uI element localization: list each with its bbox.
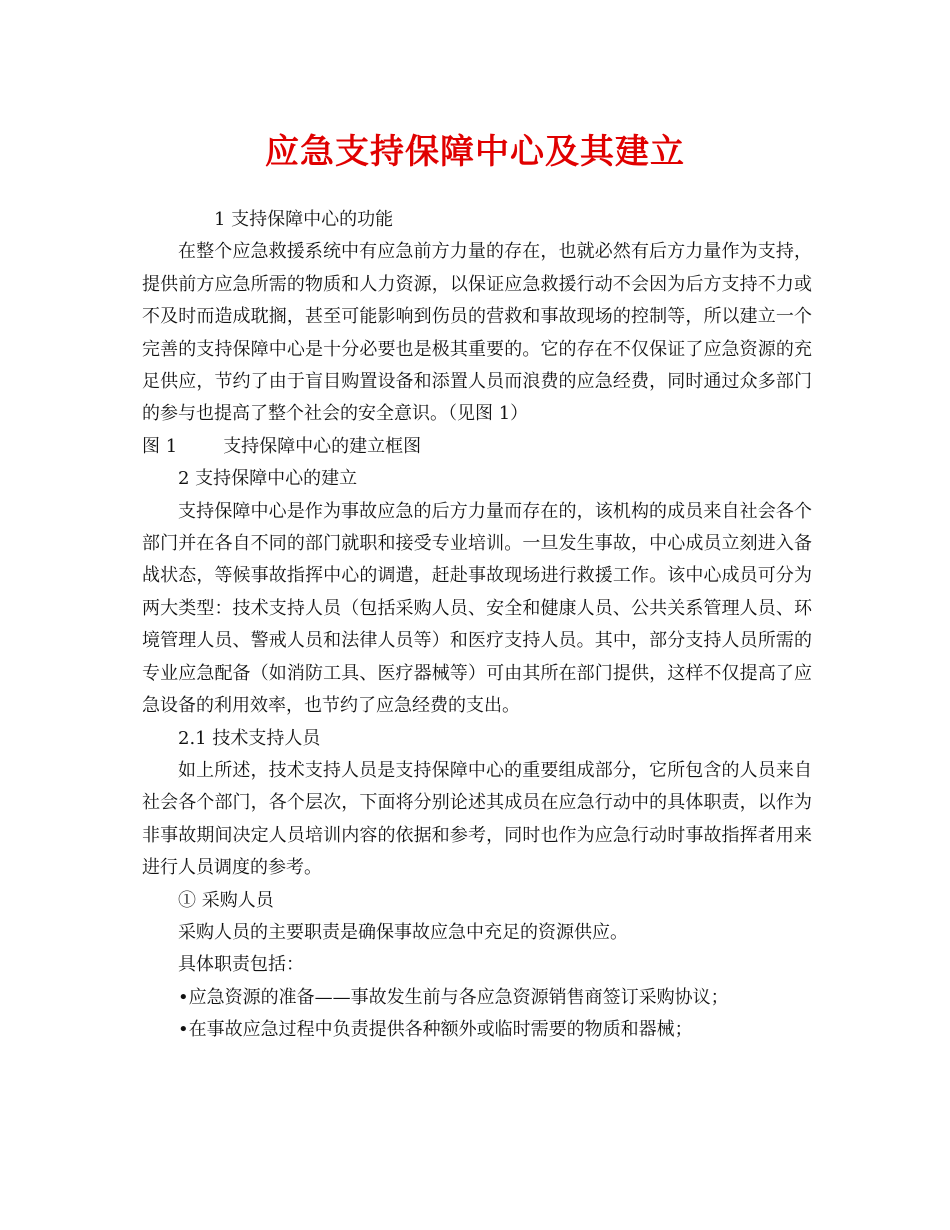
document-title: 应急支持保障中心及其建立 — [265, 132, 685, 172]
item-1-description: 采购人员的主要职责是确保事故应急中充足的资源供应。 — [178, 921, 628, 943]
figure-label: 图 1 — [142, 435, 178, 457]
section-2-1-heading: 2.1 技术支持人员 — [178, 727, 321, 749]
item-1-heading: ① 采购人员 — [178, 889, 274, 911]
section-2-heading: 2 支持保障中心的建立 — [178, 468, 358, 490]
section-1-heading: 1 支持保障中心的功能 — [214, 209, 394, 230]
section-2-paragraph: 支持保障中心是作为事故应急的后方力量而存在的，该机构的成员来自社会各个部门并在各自不同的部门就职和接受专业培训。一旦发生事故，中心成员立刻进入备战状态，等候事故指挥中心的调遣，赶赴事故现场进行救援工作。该中心成员可分为两大类型：技术支持人员（包括采购人员、安全和健康人员、公共关系管理人员、环境管理人员、警戒人员和法律人员等）和医疗支持人员。其中，部分支持人员所需的专业应急配备（如消防工具、医疗器械等）可由其所在部门提供，这样不仅提高了应急设备的利用效率，也节约了应急经费的支出。 — [142, 500, 812, 717]
figure-caption — [142, 431, 812, 463]
duty-bullet: •应急资源的准备——事故发生前与各应急资源销售商签订采购协议； — [178, 986, 729, 1008]
item-1-duties-label: 具体职责包括： — [178, 954, 304, 976]
duty-bullet: •在事故应急过程中负责提供各种额外或临时需要的物质和器械； — [178, 1019, 693, 1041]
section-2-1-paragraph: 如上所述，技术支持人员是支持保障中心的重要组成部分，它所包含的人员来自社会各个部门，各个层次，下面将分别论述其成员在应急行动中的具体职责，以作为非事故期间决定人员培训内容的依据和参考，同时也作为应急行动时事故指挥者用来进行人员调度的参考。 — [142, 759, 812, 879]
section-1-paragraph: 在整个应急救援系统中有应急前方力量的存在，也就必然有后方力量作为支持，提供前方应急所需的物质和人力资源，以保证应急救援行动不会因为后方支持不力或不及时而造成耽搁，甚至可能影响到伤员的营救和事故现场的控制等，所以建立一个完善的支持保障中心是十分必要也是极其重要的。它的存在不仅保证了应急资源的充足供应，节约了由于盲目购置设备和添置人员而浪费的应急经费，同时通过众多部门的参与也提高了整个社会的安全意识。（见图 1） — [142, 241, 812, 425]
document-body — [142, 204, 812, 1047]
figure-title: 支持保障中心的建立框图 — [223, 435, 422, 457]
